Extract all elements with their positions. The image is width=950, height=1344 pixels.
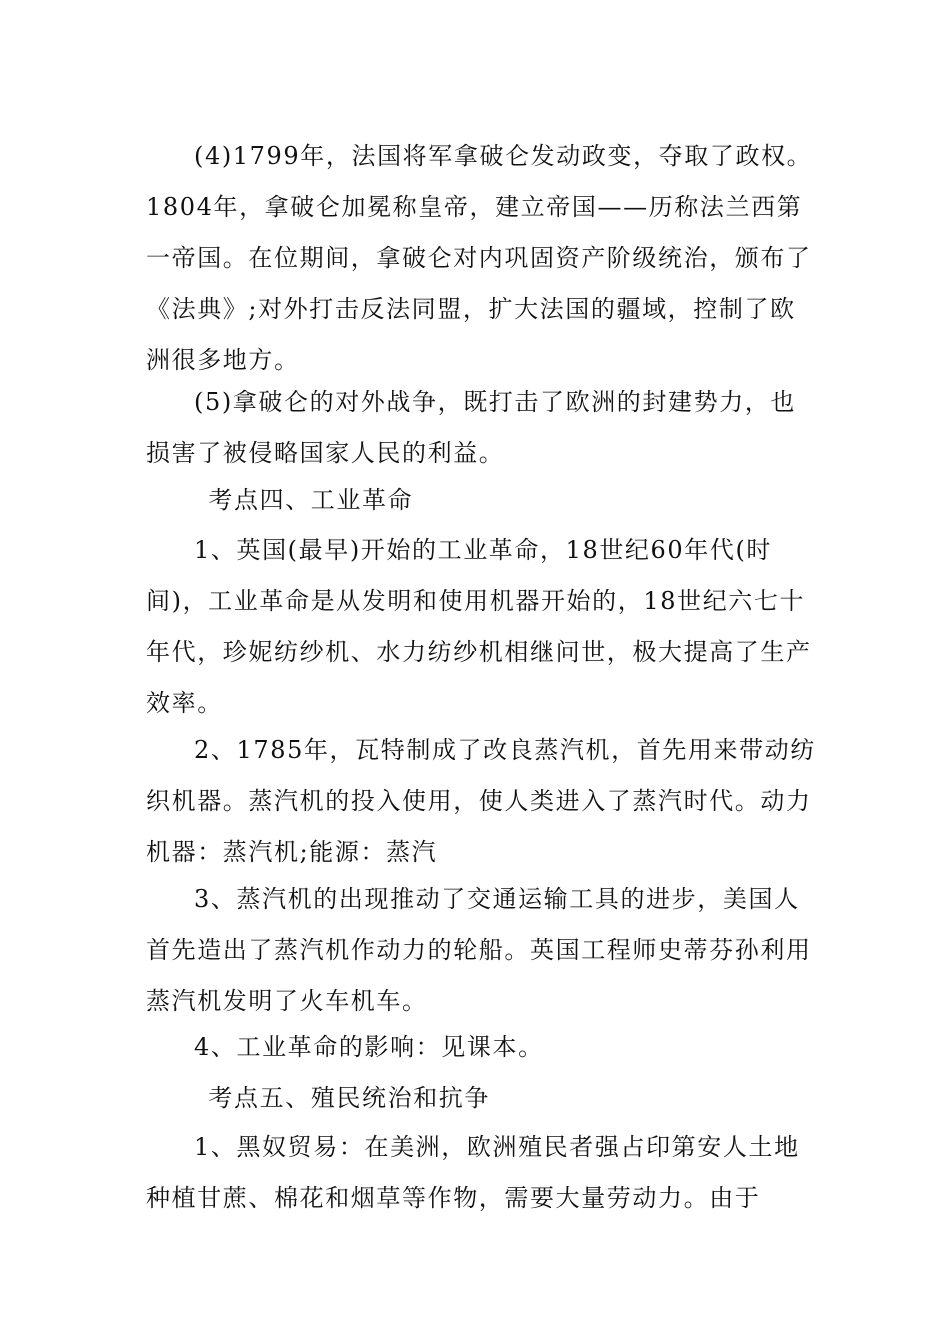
paragraph-revolution-impact: 4、工业革命的影响：见课本。: [194, 1033, 544, 1061]
section-heading-colonial-rule: 考点五、殖民统治和抗争: [208, 1084, 490, 1112]
paragraph-watt-steam-engine: 2、1785年，瓦特制成了改良蒸汽机，首先用来带动纺织机器。蒸汽机的投入使用，使人类进入了蒸汽时代。动力机器：蒸汽机;能源：蒸汽: [146, 736, 816, 866]
section-heading-industrial-revolution: 考点四、工业革命: [208, 486, 414, 514]
paragraph-transport-progress: 3、蒸汽机的出现推动了交通运输工具的进步，美国人首先造出了蒸汽机作动力的轮船。英国工程师史蒂芬孙利用蒸汽机发明了火车机车。: [146, 885, 812, 1015]
paragraph-napoleon-wars: (5)拿破仑的对外战争，既打击了欧洲的封建势力，也损害了被侵略国家人民的利益。: [146, 388, 796, 467]
paragraph-napoleon-coup: (4)1799年，法国将军拿破仑发动政变，夺取了政权。1804年，拿破仑加冕称皇帝，建立帝国——历称法兰西第一帝国。在位期间，拿破仑对内巩固资产阶级统治，颁布了《法典》;对外打击反法同盟，扩大法国的疆域，控制了欧洲很多地方。: [146, 142, 813, 374]
paragraph-industrial-revolution-start: 1、英国(最早)开始的工业革命，18世纪60年代(时间)，工业革命是从发明和使用机器开始的，18世纪六七十年代，珍妮纺纱机、水力纺纱机相继问世，极大提高了生产效率。: [146, 536, 812, 717]
paragraph-slave-trade: 1、黑奴贸易：在美洲，欧洲殖民者强占印第安人土地种植甘蔗、棉花和烟草等作物，需要大量劳动力。由于: [146, 1133, 800, 1212]
